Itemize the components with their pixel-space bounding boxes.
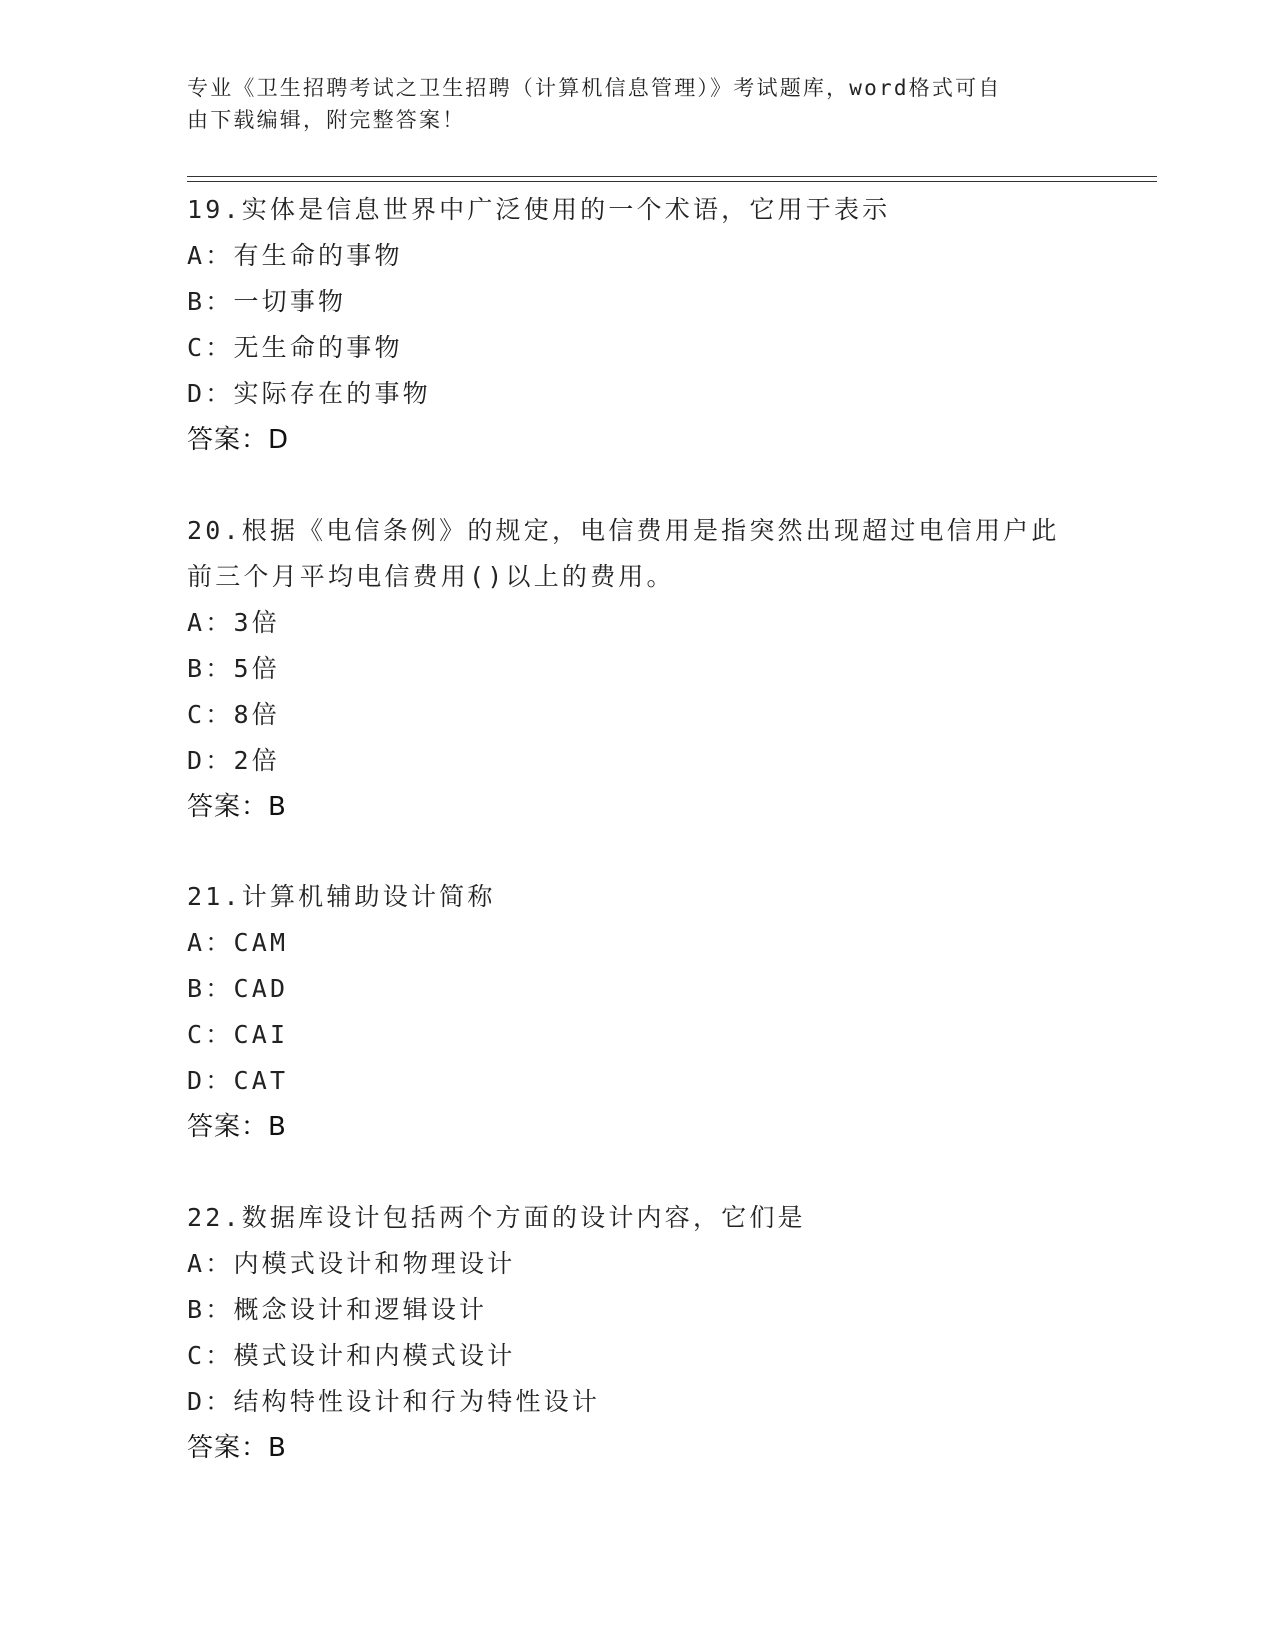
option-c: C：8倍 [187,700,280,729]
header-line-2: 由下载编辑，附完整答案！ [187,108,466,132]
option-d: D：CAT [187,1066,289,1095]
answer-line: 答案：B [187,1112,287,1142]
option-a: A：有生命的事物 [187,241,403,270]
question-text: 22.数据库设计包括两个方面的设计内容，它们是 [187,1203,806,1232]
option-a: A：CAM [187,928,289,957]
option-b: B：一切事物 [187,287,347,316]
answer-line: 答案：B [187,1433,287,1463]
option-d: D：结构特性设计和行为特性设计 [187,1387,601,1416]
option-c: C：无生命的事物 [187,333,403,362]
header-divider-top [187,176,1157,177]
option-c: C：CAI [187,1020,289,1049]
document-header [187,72,1067,136]
option-b: B：概念设计和逻辑设计 [187,1295,488,1324]
option-b: B：5倍 [187,654,280,683]
option-a: A：3倍 [187,608,280,637]
option-a: A：内模式设计和物理设计 [187,1249,516,1278]
question-text-continued: 前三个月平均电信费用()以上的费用。 [187,562,675,591]
question-text: 19.实体是信息世界中广泛使用的一个术语，它用于表示 [187,195,891,224]
answer-line: 答案：B [187,792,287,822]
option-d: D：实际存在的事物 [187,379,431,408]
option-b: B：CAD [187,974,289,1003]
header-line-1: 专业《卫生招聘考试之卫生招聘（计算机信息管理）》考试题库，word格式可自 [187,76,1002,100]
header-divider-bottom [187,181,1157,182]
answer-line: 答案：D [187,425,290,455]
question-block-22 [187,1195,1087,1471]
question-block-19 [187,187,1087,463]
question-text: 20.根据《电信条例》的规定，电信费用是指突然出现超过电信用户此 [187,516,1060,545]
question-text: 21.计算机辅助设计简称 [187,882,496,911]
option-c: C：模式设计和内模式设计 [187,1341,516,1370]
question-block-20 [187,508,1087,830]
question-block-21 [187,874,1087,1150]
option-d: D：2倍 [187,746,280,775]
